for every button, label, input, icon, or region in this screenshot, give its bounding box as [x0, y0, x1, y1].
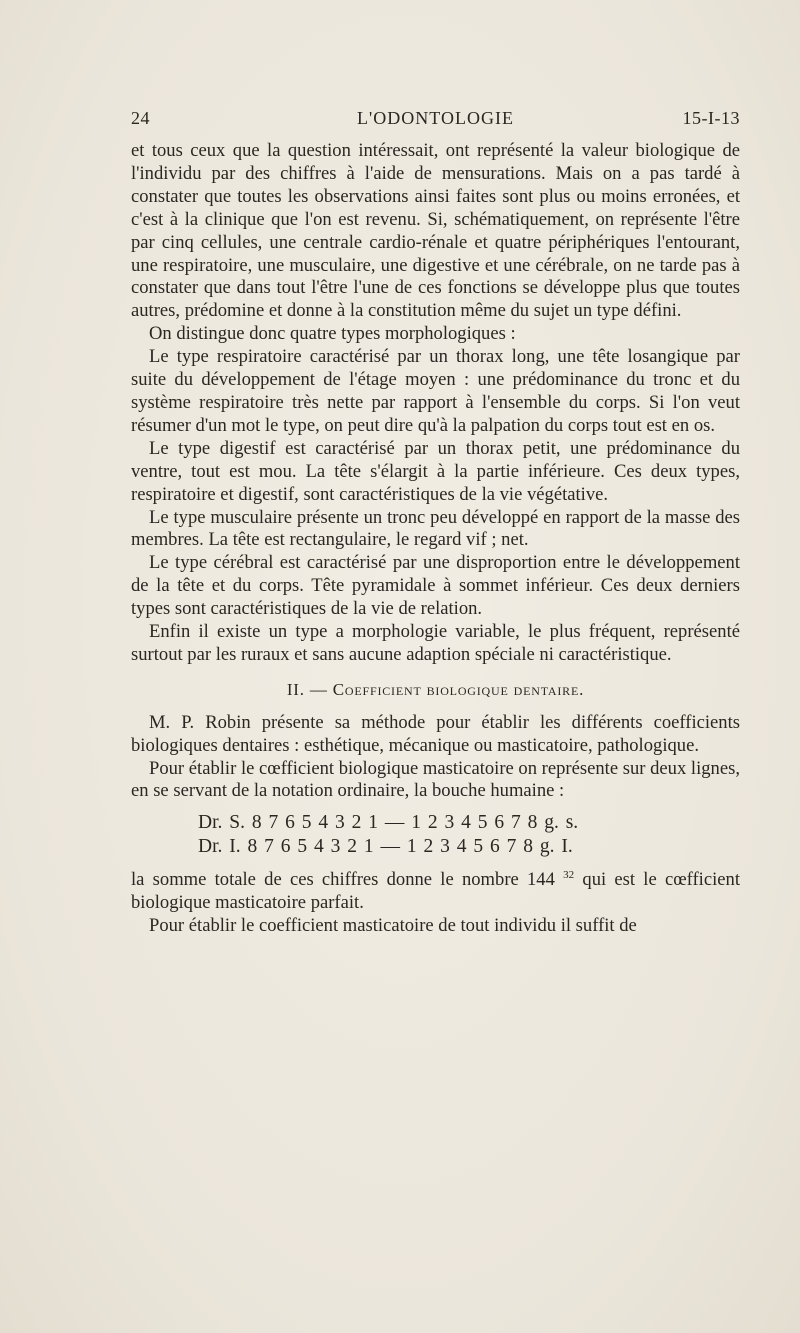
page-number: 24	[131, 108, 150, 128]
paragraph-continued: et tous ceux que la question intéressait, ont représenté la valeur biologique de l'individu par des chiffres à l'aide de mensurations. Mais on a pas tardé à constater que toutes les observations ainsi faites sont plus ou moins erronées, et c'est à la clinique que l'on est revenu. Si, schématiquement, on représente l'être par cinq cellules, une centrale cardio-rénale et quatre périphériques l'entourant, une respiratoire, une musculaire, une digestive et une cérébrale, on ne tarde pas à constater que dans tout l'être l'une de ces fonctions se développe plus que toutes autres, prédomine et donne à la constitution même du sujet un type défini.	[131, 140, 740, 322]
formula-upper-jaw: Dr. S. 8 7 6 5 4 3 2 1 — 1 2 3 4 5 6 7 8 g. s.	[198, 812, 579, 834]
paragraph: Le type respiratoire caractérisé par un thorax long, une tête losangique par suite du développement de l'étage moyen : une prédominance du tronc et du système respiratoire très nette par rapport à l'ensemble du corps. Si l'on veut résumer d'un mot le type, on peut dire qu'à la palpation du corps tout est en os.	[131, 346, 740, 436]
paragraph	[131, 869, 740, 915]
paragraph: Pour établir le coefficient masticatoire de tout individu il suffit de	[149, 915, 637, 937]
dental-formula	[198, 811, 740, 859]
paragraph: On distingue donc quatre types morphologiques :	[149, 323, 516, 345]
issue-date: 15-I-13	[682, 108, 740, 128]
paragraph: Le type digestif est caractérisé par un thorax petit, une prédominance du ventre, tout est mou. La tête s'élargit à la partie inférieure. Ces deux types, respiratoire et digestif, sont caractéristiques de la vie végétative.	[131, 437, 740, 505]
exponent: 32	[563, 869, 575, 882]
paragraph: Pour établir le cœfficient biologique masticatoire on représente sur deux lignes, en se servant de la notation ordinaire, la bouche humaine :	[131, 757, 740, 802]
paragraph: Enfin il existe un type a morphologie variable, le plus fréquent, représenté surtout par les ruraux et sans aucune adaption spéciale ni caractéristique.	[131, 621, 740, 665]
sum-text-end: qui est le cœfficient biologique masticatoire parfait.	[131, 869, 740, 914]
journal-title: L'ODONTOLOGIE	[357, 108, 514, 128]
section-title: Coefficient biologique dentaire.	[332, 679, 585, 699]
formula-lower-jaw: Dr. I. 8 7 6 5 4 3 2 1 — 1 2 3 4 5 6 7 8 g. I.	[198, 836, 573, 858]
section-heading	[131, 679, 740, 702]
paragraph: Le type musculaire présente un tronc peu développé en rapport de la masse des membres. La tête est rectangulaire, le regard vif ; net.	[131, 506, 740, 551]
sum-text: la somme totale de ces chiffres donne le nombre 144	[131, 869, 555, 891]
paragraph: M. P. Robin présente sa méthode pour établir les différents coefficients biologiques dentaires : esthétique, mécanique ou masticatoire, pathologique.	[131, 711, 740, 756]
paragraph: Le type cérébral est caractérisé par une disproportion entre le développement de la tête et du corps. Tête pyramidale à sommet inférieur. Ces deux derniers types sont caractéristiques de la vie de relation.	[131, 552, 740, 620]
body-text	[131, 140, 740, 938]
section-dash: —	[309, 679, 328, 699]
section-number: II.	[286, 679, 305, 699]
running-header	[131, 108, 740, 134]
